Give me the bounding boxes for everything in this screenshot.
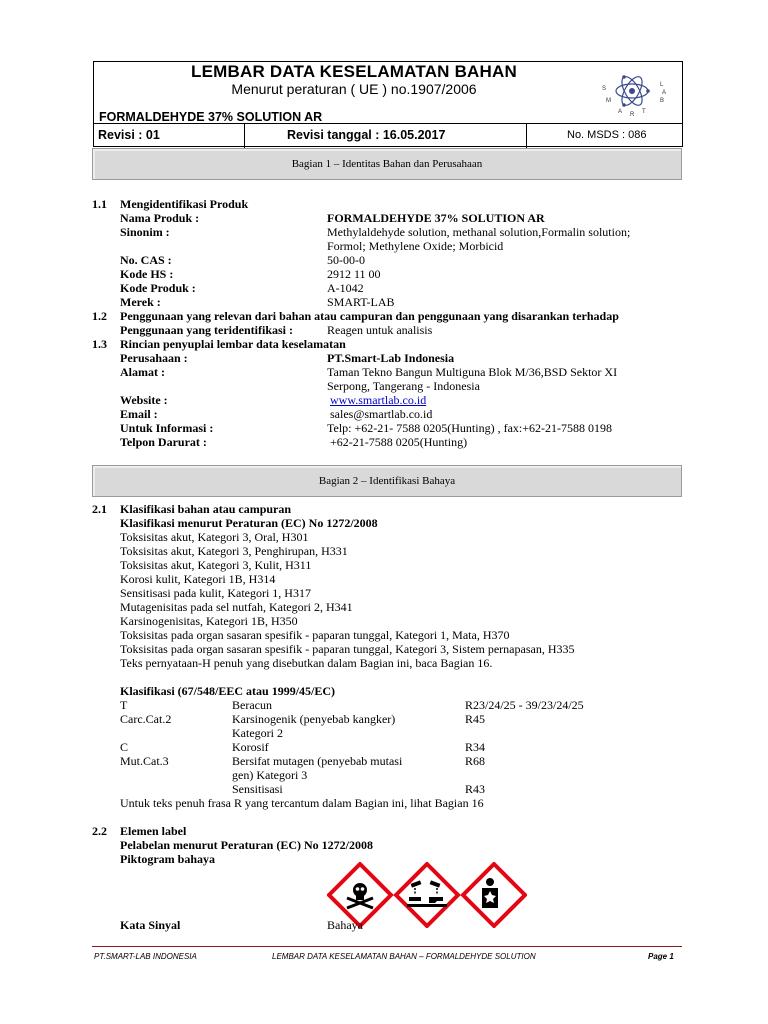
company-label: Perusahaan : (120, 351, 188, 365)
product-code-value: A-1042 (327, 281, 364, 295)
eec-description: Bersifat mutagen (penyebab mutasi (232, 754, 403, 768)
eec-risk-phrase: R23/24/25 - 39/23/24/25 (465, 698, 584, 712)
emergency-phone-value: +62-21-7588 0205(Hunting) (330, 435, 468, 449)
eec-description: Beracun (232, 698, 272, 712)
regulation-subtitle: Menurut peraturan ( UE ) no.1907/2006 (231, 81, 477, 97)
address-label: Alamat : (120, 365, 165, 379)
hazard-item: Toksisitas pada organ sasaran spesifik - paparan tunggal, Kategori 3, Sistem pernapasan, H335 (120, 642, 575, 656)
section-1-3-number: 1.3 (92, 337, 107, 351)
brand-value: SMART-LAB (327, 295, 395, 309)
hs-code-value: 2912 11 00 (327, 267, 381, 281)
hazard-item: Karsinogenisitas, Kategori 1B, H350 (120, 614, 298, 628)
product-name-header: FORMALDEHYDE 37% SOLUTION AR (99, 110, 323, 124)
section-2-1-heading: Klasifikasi bahan atau campuran (120, 502, 292, 516)
footer-company: PT.SMART-LAB INDONESIA (94, 952, 197, 961)
section-2-1-number: 2.1 (92, 502, 107, 516)
svg-text:A: A (618, 109, 623, 115)
eec-description: Sensitisasi (232, 782, 283, 796)
section-2-2-heading: Elemen label (120, 824, 187, 838)
address-line-1: Taman Tekno Bangun Multiguna Blok M/36,BSD Sektor XI (327, 365, 618, 379)
synonym-value-2: Formol; Methylene Oxide; Morbicid (327, 239, 504, 253)
hazard-item: Toksisitas akut, Kategori 3, Kulit, H311 (120, 558, 312, 572)
hazard-item: Toksisitas akut, Kategori 3, Oral, H301 (120, 530, 309, 544)
website-link[interactable]: www.smartlab.co.id (330, 393, 427, 407)
info-label: Untuk Informasi : (120, 421, 214, 435)
eec-description: Kategori 2 (232, 726, 283, 740)
identified-use-value: Reagen untuk analisis (327, 323, 433, 337)
section-2-title: Bagian 2 – Identifikasi Bahaya (318, 475, 456, 487)
eec-risk-phrase: R34 (465, 740, 486, 754)
section-1-3-heading: Rincian penyuplai lembar data keselamatan (120, 337, 346, 351)
r-phrase-note: Untuk teks penuh frasa R yang tercantum dalam Bagian ini, lihat Bagian 16 (120, 796, 484, 810)
section-2-2-number: 2.2 (92, 824, 107, 838)
section-1-1-heading: Mengidentifikasi Produk (120, 197, 249, 211)
eec-description: Korosif (232, 740, 269, 754)
svg-text:L: L (660, 82, 664, 88)
footer-page-number: Page 1 (648, 952, 674, 961)
revision-date: Revisi tanggal : 16.05.2017 (245, 124, 527, 148)
eec-risk-phrase: R43 (465, 782, 486, 796)
product-code-label: Kode Produk : (120, 281, 196, 295)
svg-text:A: A (662, 90, 667, 96)
signal-word-label: Kata Sinyal (120, 918, 181, 932)
revision-number: Revisi : 01 (93, 124, 245, 148)
website-label: Website : (120, 393, 168, 407)
hazard-item: Toksisitas pada organ sasaran spesifik - paparan tunggal, Kategori 1, Mata, H370 (120, 628, 510, 642)
footer-document-title: LEMBAR DATA KESELAMATAN BAHAN – FORMALDEHYDE SOLUTION (272, 952, 536, 961)
hazard-item: Sensitisasi pada kulit, Kategori 1, H317 (120, 586, 311, 600)
svg-text:B: B (660, 98, 665, 104)
eec-description: gen) Kategori 3 (232, 768, 308, 782)
signal-word-value: Bahaya (327, 918, 363, 932)
hs-code-label: Kode HS : (120, 267, 174, 281)
eec-description: Karsinogenik (penyebab kangker) (232, 712, 396, 726)
hazard-item: Toksisitas akut, Kategori 3, Penghirupan, H331 (120, 544, 348, 558)
synonym-value-1: Methylaldehyde solution, methanal solution,Formalin solution; (327, 225, 631, 239)
svg-text:R: R (630, 112, 635, 118)
classification-eec-heading: Klasifikasi (67/548/EEC atau 1999/45/EC) (120, 684, 336, 698)
identified-use-label: Penggunaan yang teridentifikasi : (120, 323, 294, 337)
eec-code: Mut.Cat.3 (120, 754, 169, 768)
product-name-label: Nama Produk : (120, 211, 200, 225)
hazard-item: Korosi kulit, Kategori 1B, H314 (120, 572, 276, 586)
product-name-value: FORMALDEHYDE 37% SOLUTION AR (327, 211, 545, 225)
cas-label: No. CAS : (120, 253, 172, 267)
svg-text:T: T (642, 109, 646, 115)
hazard-note: Teks pernyataan-H penuh yang disebutkan dalam Bagian ini, baca Bagian 16. (120, 656, 493, 670)
health-hazard-icon (463, 864, 525, 926)
svg-text:M: M (606, 98, 611, 104)
footer-divider (92, 946, 682, 947)
brand-label: Merek : (120, 295, 161, 309)
section-1-2-heading: Penggunaan yang relevan dari bahan atau campuran dan penggunaan yang disarankan terhadap (120, 309, 619, 323)
section-1-title: Bagian 1 – Identitas Bahan dan Perusahaan (291, 158, 483, 170)
skull-crossbones-icon (329, 864, 391, 926)
svg-text:S: S (602, 86, 607, 92)
smart-lab-logo-icon (598, 64, 670, 118)
eec-code: Carc.Cat.2 (120, 712, 172, 726)
email-value: sales@smartlab.co.id (330, 407, 433, 421)
email-label: Email : (120, 407, 158, 421)
cas-value: 50-00-0 (327, 253, 365, 267)
section-2-bar (92, 465, 682, 497)
section-1-1-number: 1.1 (92, 197, 107, 211)
section-1-bar (92, 148, 682, 180)
hazard-item: Mutagenisitas pada sel nutfah, Kategori 2, H341 (120, 600, 353, 614)
section-1-2-number: 1.2 (92, 309, 107, 323)
revision-row (93, 123, 683, 148)
info-value: Telp: +62-21- 7588 0205(Hunting) , fax:+62-21-7588 0198 (327, 421, 612, 435)
emergency-phone-label: Telpon Darurat : (120, 435, 207, 449)
document-title: LEMBAR DATA KESELAMATAN BAHAN (191, 62, 517, 81)
eec-code: T (120, 698, 128, 712)
eec-risk-phrase: R45 (465, 712, 486, 726)
corrosion-icon (396, 864, 458, 926)
eec-code: C (120, 740, 129, 754)
document-header (93, 61, 683, 147)
pictogram-heading: Piktogram bahaya (120, 852, 216, 866)
eec-risk-phrase: R68 (465, 754, 486, 768)
company-value: PT.Smart-Lab Indonesia (327, 351, 455, 365)
labelling-heading: Pelabelan menurut Peraturan (EC) No 1272/2008 (120, 838, 373, 852)
address-line-2: Serpong, Tangerang - Indonesia (327, 379, 480, 393)
synonym-label: Sinonim : (120, 225, 170, 239)
classification-ec-heading: Klasifikasi menurut Peraturan (EC) No 1272/2008 (120, 516, 378, 530)
msds-number: No. MSDS : 086 (567, 129, 647, 141)
